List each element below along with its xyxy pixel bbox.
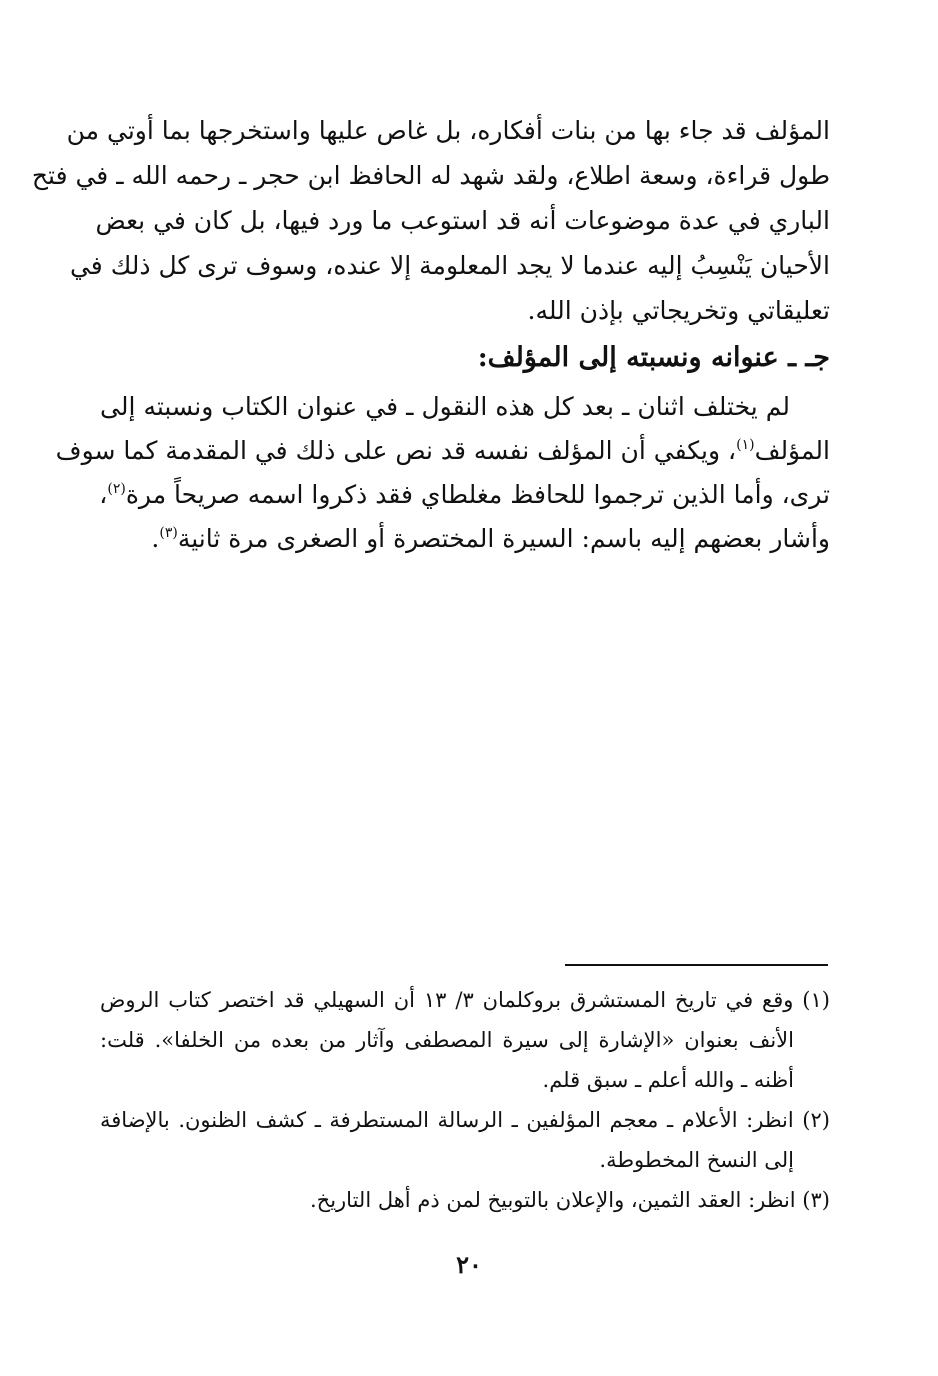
footnote-ref: (١)	[736, 437, 755, 453]
line-text: ، ويكفي أن المؤلف نفسه قد نص على ذلك في المقدمة كما سوف	[55, 436, 737, 465]
paragraph-line: طول قراءة، وسعة اطلاع، ولقد شهد له الحافظ ابن حجر ـ رحمه الله ـ في فتح	[31, 161, 830, 190]
footnote-line: الأنف بعنوان «الإشارة إلى سيرة المصطفى وآثار من بعده من الخلفا». قلت:	[100, 1028, 794, 1052]
line-text: ،	[99, 480, 108, 509]
page-number: ٢٠	[456, 1250, 482, 1279]
footnote-ref: (٢)	[107, 481, 126, 497]
intro-paragraph	[31, 108, 830, 333]
paragraph-line	[55, 429, 830, 473]
line-text: ترى، وأما الذين ترجموا للحافظ مغلطاي فقد ذكروا اسمه صريحاً مرة	[125, 480, 830, 509]
line-text: المؤلف	[754, 436, 830, 465]
section-paragraph	[55, 385, 830, 561]
footnote-2	[100, 1100, 830, 1180]
footnote-line: إلى النسخ المخطوطة.	[599, 1148, 794, 1172]
footnote-3	[100, 1180, 830, 1220]
paragraph-line	[100, 473, 830, 517]
footnote-line: (١) وقع في تاريخ المستشرق بروكلمان ٣/ ١٣ أن السهيلي قد اختصر كتاب الروض	[100, 988, 830, 1012]
footnote-line: (٢) انظر: الأعلام ـ معجم المؤلفين ـ الرسالة المستطرفة ـ كشف الظنون. بالإضافة	[100, 1108, 830, 1132]
paragraph-line	[100, 517, 830, 561]
paragraph-line: الباري في عدة موضوعات أنه قد استوعب ما ورد فيها، بل كان في بعض	[95, 206, 830, 235]
paragraph-line: لم يختلف اثنان ـ بعد كل هذه النقول ـ في عنوان الكتاب ونسبته إلى	[100, 392, 790, 421]
paragraph-line: المؤلف قد جاء بها من بنات أفكاره، بل غاص عليها واستخرجها بما أوتي من	[66, 116, 830, 145]
footnote-line: (٣) انظر: العقد الثمين، والإعلان بالتوبيخ لمن ذم أهل التاريخ.	[309, 1188, 830, 1212]
footnote-ref: (٣)	[159, 525, 178, 541]
line-text: وأشار بعضهم إليه باسم: السيرة المختصرة أو الصغرى مرة ثانية	[177, 524, 830, 553]
footnote-line: أظنه ـ والله أعلم ـ سبق قلم.	[542, 1068, 794, 1092]
footnote-separator	[565, 964, 828, 966]
paragraph-line: تعليقاتي وتخريجاتي بإذن الله.	[527, 296, 830, 325]
footnote-1	[100, 980, 830, 1100]
line-text: .	[151, 524, 160, 553]
footnotes	[100, 980, 830, 1220]
section-heading: جـ ـ عنوانه ونسبته إلى المؤلف:	[477, 342, 830, 373]
paragraph-line: الأحيان يَنْسِبُ إليه عندما لا يجد المعلومة إلا عنده، وسوف ترى كل ذلك في	[69, 251, 830, 280]
